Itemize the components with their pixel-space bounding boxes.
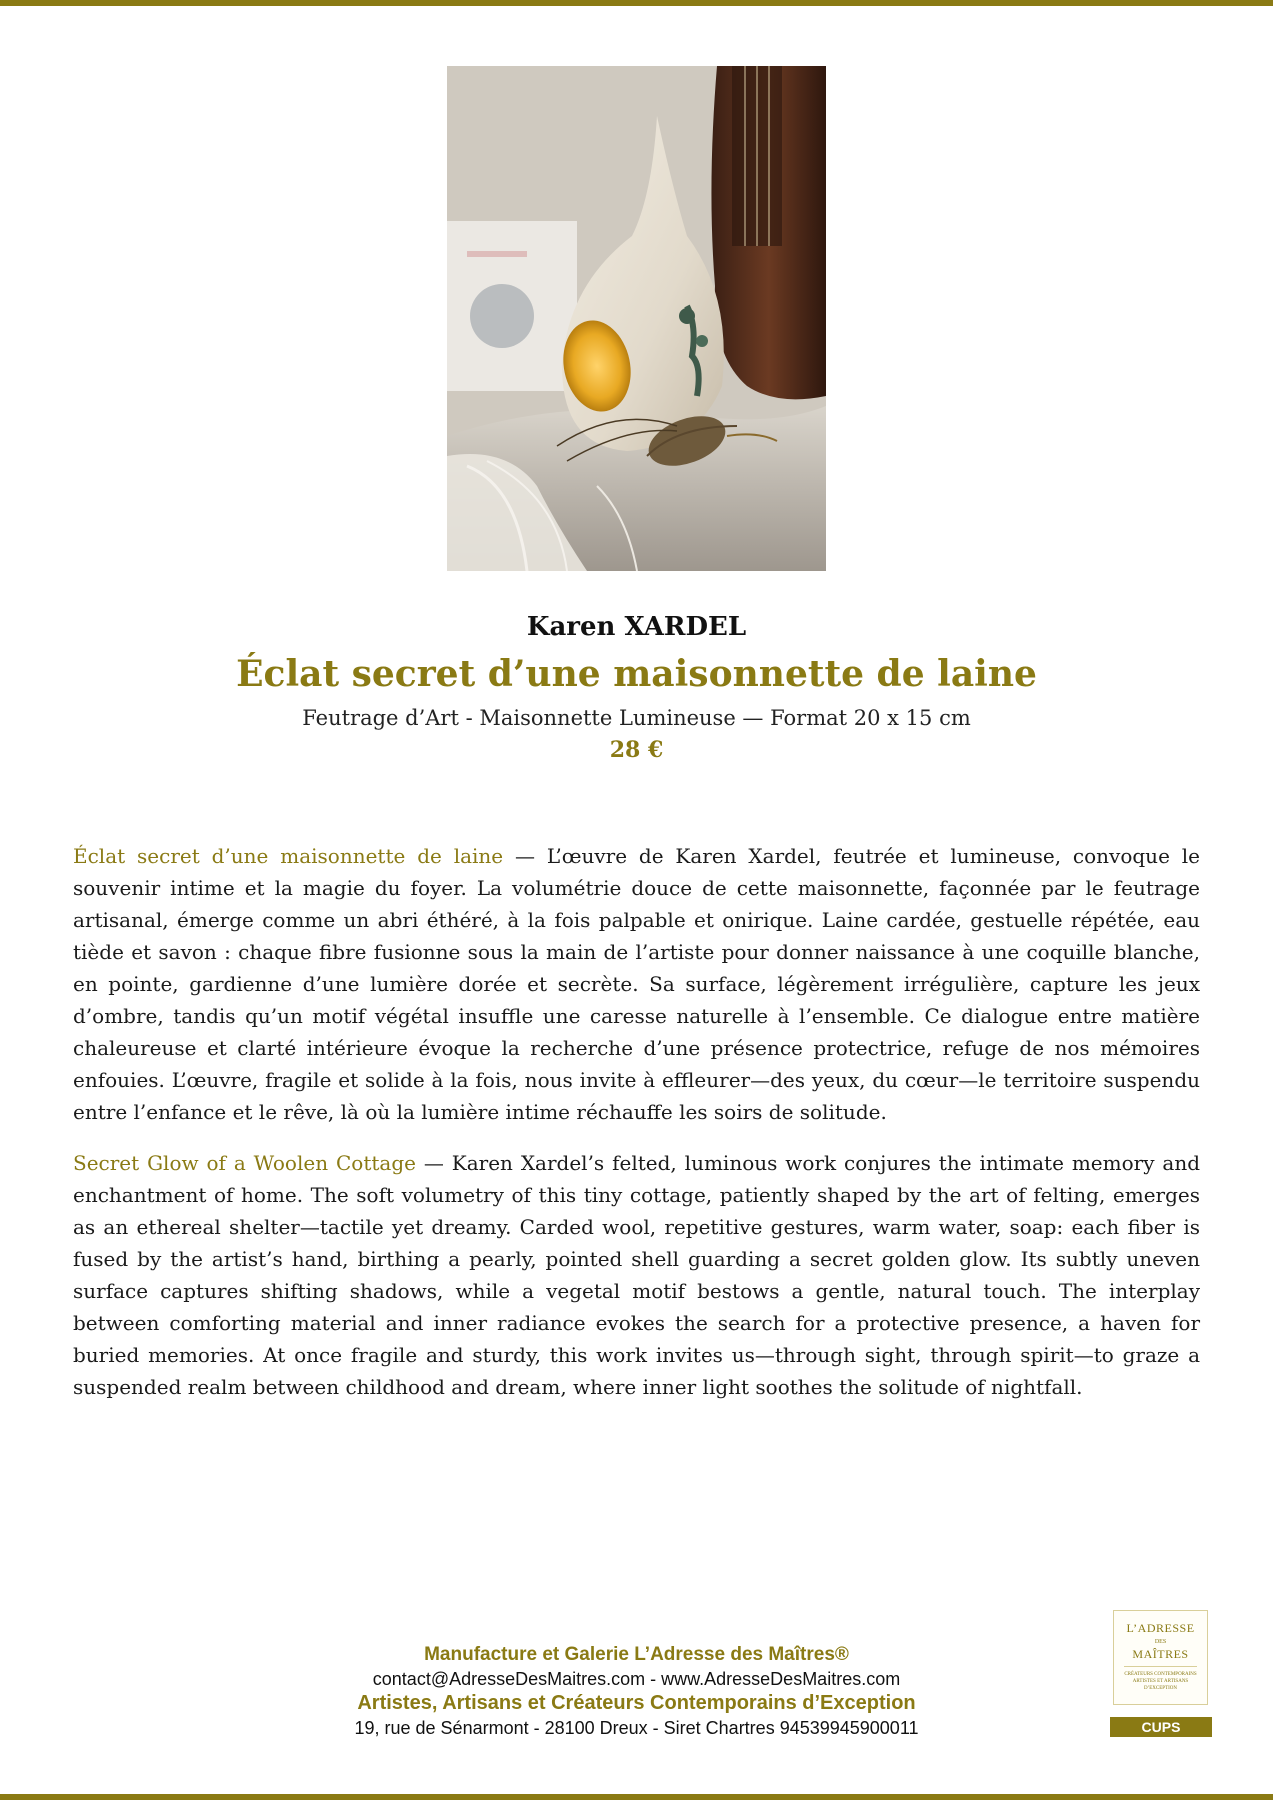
description-fr xyxy=(73,840,1200,1128)
description-en xyxy=(73,1147,1200,1403)
logo-line1: L’ADRESSE xyxy=(1126,1621,1195,1635)
footer-contact[interactable]: contact@AdresseDesMaitres.com - www.AdresseDesMaitres.com xyxy=(372,1669,901,1689)
artwork-subtitle: Feutrage d’Art - Maisonnette Lumineuse — Format 20 x 15 cm xyxy=(302,706,971,730)
description-fr-text: — L’œuvre de Karen Xardel, feutrée et lumineuse, convoque le souvenir intime et la magie du foyer. La volumétrie douce de cette maisonnette, façonnée par le feutrage artisanal, émerge comme un abri éthéré, à la fois palpable et onirique. Laine cardée, gestuelle répétée, eau tiède et savon : chaque fibre fusionne sous la main de l’artiste pour donner naissance à une coquille blanche, en pointe, gardienne d’une lumière dorée et secrète. Sa surface, légèrement irrégulière, capture les jeux d’ombre, tandis qu’un motif végétal insuffle une caresse naturelle à l’ensemble. Ce dialogue entre matière chaleureuse et clarté intérieure évoque la recherche d’une présence protectrice, refuge de nos mémoires enfouies. L’œuvre, fragile et solide à la fois, nous invite à effleurer—des yeux, du cœur—le territoire suspendu entre l’enfance et le rêve, là où la lumière intime réchauffe les soirs de solitude. xyxy=(73,844,1200,1124)
logo-line3: MAÎTRES xyxy=(1132,1647,1189,1661)
artwork-photo xyxy=(447,66,826,571)
cups-badge: CUPS xyxy=(1110,1717,1212,1737)
logo-tagline: CRÉATEURS CONTEMPORAINS ARTISTES ET ARTISANS D’EXCEPTION xyxy=(1124,1672,1197,1691)
artwork-price: 28 € xyxy=(609,737,664,763)
footer-gallery-name: Manufacture et Galerie L’Adresse des Maîtres® xyxy=(424,1644,849,1665)
footer-tagline: Artistes, Artisans et Créateurs Contemporains d’Exception xyxy=(357,1692,916,1714)
description-fr-lead: Éclat secret d’une maisonnette de laine xyxy=(73,844,504,868)
description-en-text: — Karen Xardel’s felted, luminous work conjures the intimate memory and enchantment of home. The soft volumetry of this tiny cottage, patiently shaped by the art of felting, emerges as an ethereal shelter—tactile yet dreamy. Carded wool, repetitive gestures, warm water, soap: each fiber is fused by the artist’s hand, birthing a pearly, pointed shell guarding a secret golden glow. Its subtly uneven surface captures shifting shadows, while a vegetal motif bestows a gentle, natural touch. The interplay between comforting material and inner radiance evokes the search for a protective presence, a haven for buried memories. At once fragile and sturdy, this work invites us—through sight, through spirit—to graze a suspended realm between childhood and dream, where inner light soothes the solitude of nightfall. xyxy=(73,1151,1201,1399)
artist-name: Karen XARDEL xyxy=(526,612,747,642)
description-en-lead: Secret Glow of a Woolen Cottage xyxy=(73,1151,416,1175)
footer-address: 19, rue de Sénarmont - 28100 Dreux - Siret Chartres 94539945900011 xyxy=(354,1718,919,1738)
footer xyxy=(273,1643,1000,1740)
gallery-logo xyxy=(1113,1610,1208,1705)
top-border xyxy=(0,0,1273,6)
logo-line2: DES xyxy=(1154,1639,1167,1645)
artwork-title: Éclat secret d’une maisonnette de laine xyxy=(236,653,1037,695)
logo-rule xyxy=(1124,1666,1197,1667)
felt-cottage-illustration xyxy=(447,66,826,571)
bottom-border xyxy=(0,1794,1273,1800)
